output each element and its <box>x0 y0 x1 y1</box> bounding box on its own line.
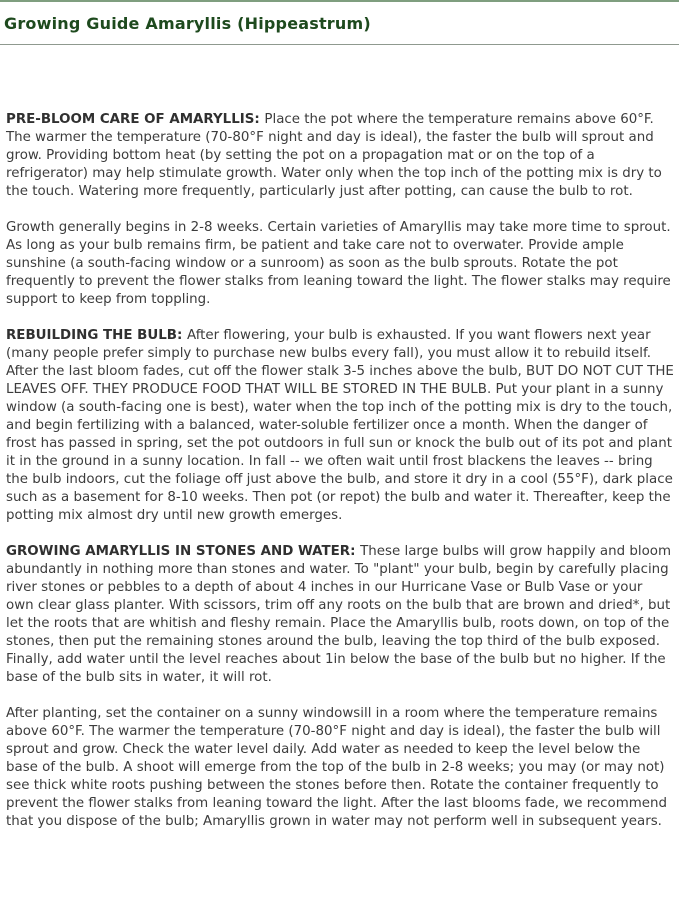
paragraph-text: Growth generally begins in 2-8 weeks. Certain varieties of Amaryllis may take more time to sprout. As long as your bulb remains firm, be patient and take care not to overwater. Provide ample sunshine (a south-facing window or a sunroom) as soon as the bulb sprouts. Rotate the pot frequently to prevent the flower stalks from leaning toward the light. The flower stalks may require support to keep from toppling. <box>6 220 671 307</box>
paragraph-text: These large bulbs will grow happily and bloom abundantly in nothing more than stones and water. To "plant" your bulb, begin by carefully placing river stones or pebbles to a depth of about 4 inches in our Hurricane Vase or Bulb Vase or your own clear glass planter. With scissors, trim off any roots on the bulb that are brown and dried*, but let the roots that are whitish and fleshy remain. Place the Amaryllis bulb, roots down, on top of the stones, then put the remaining stones around the bulb, leaving the top third of the bulb exposed. Finally, add water until the level reaches about 1in below the base of the bulb but no higher. If the base of the bulb sits in water, it will rot. <box>6 544 672 685</box>
paragraph-text: Place the pot where the temperature remains above 60°F. The warmer the temperature (70-80°F night and day is ideal), the faster the bulb will sprout and grow. Providing bottom heat (by setting the pot on a propagation mat or on the top of a refrigerator) may help stimulate growth. Water only when the top inch of the potting mix is dry to the touch. Watering more frequently, particularly just after potting, can cause the bulb to rot. <box>6 112 662 199</box>
paragraph-after-planting <box>6 705 674 831</box>
document-header <box>0 2 679 45</box>
paragraph-growing-in-stones-and-water <box>6 543 674 687</box>
section-heading-growing-in-stones-and-water: GROWING AMARYLLIS IN STONES AND WATER: <box>6 544 356 559</box>
paragraph-growth-timing <box>6 219 674 309</box>
section-heading-pre-bloom-care: PRE-BLOOM CARE OF AMARYLLIS: <box>6 112 260 127</box>
paragraph-text: After planting, set the container on a sunny windowsill in a room where the temperature remains above 60°F. The warmer the temperature (70-80°F night and day is ideal), the faster the bulb will sprout and grow. Check the water level daily. Add water as needed to keep the level below the base of the bulb. A shoot will emerge from the top of the bulb in 2-8 weeks; you may (or may not) see thick white roots pushing between the stones before then. Rotate the container frequently to prevent the flower stalks from leaning toward the light. After the last blooms fade, we recommend that you dispose of the bulb; Amaryllis grown in water may not perform well in subsequent years. <box>6 706 668 829</box>
section-heading-rebuilding-the-bulb: REBUILDING THE BULB: <box>6 328 183 343</box>
page-title: Growing Guide Amaryllis (Hippeastrum) <box>4 14 371 33</box>
document-body <box>0 111 679 831</box>
paragraph-rebuilding-the-bulb <box>6 327 674 525</box>
paragraph-text: After flowering, your bulb is exhausted. If you want flowers next year (many people prefer simply to purchase new bulbs every fall), you must allow it to rebuild itself. After the last bloom fades, cut off the flower stalk 3-5 inches above the bulb, BUT DO NOT CUT THE LEAVES OFF. THEY PRODUCE FOOD THAT WILL BE STORED IN THE BULB. Put your plant in a sunny window (a south-facing one is best), water when the top inch of the potting mix is dry to the touch, and begin fertilizing with a balanced, water-soluble fertilizer once a month. When the danger of frost has passed in spring, set the pot outdoors in full sun or knock the bulb out of its pot and plant it in the ground in a sunny location. In fall -- we often wait until frost blackens the leaves -- bring the bulb indoors, cut the foliage off just above the bulb, and store it dry in a cool (55°F), dark place such as a basement for 8-10 weeks. Then pot (or repot) the bulb and water it. Thereafter, keep the potting mix almost dry until new growth emerges. <box>6 328 674 523</box>
paragraph-pre-bloom-care <box>6 111 674 201</box>
